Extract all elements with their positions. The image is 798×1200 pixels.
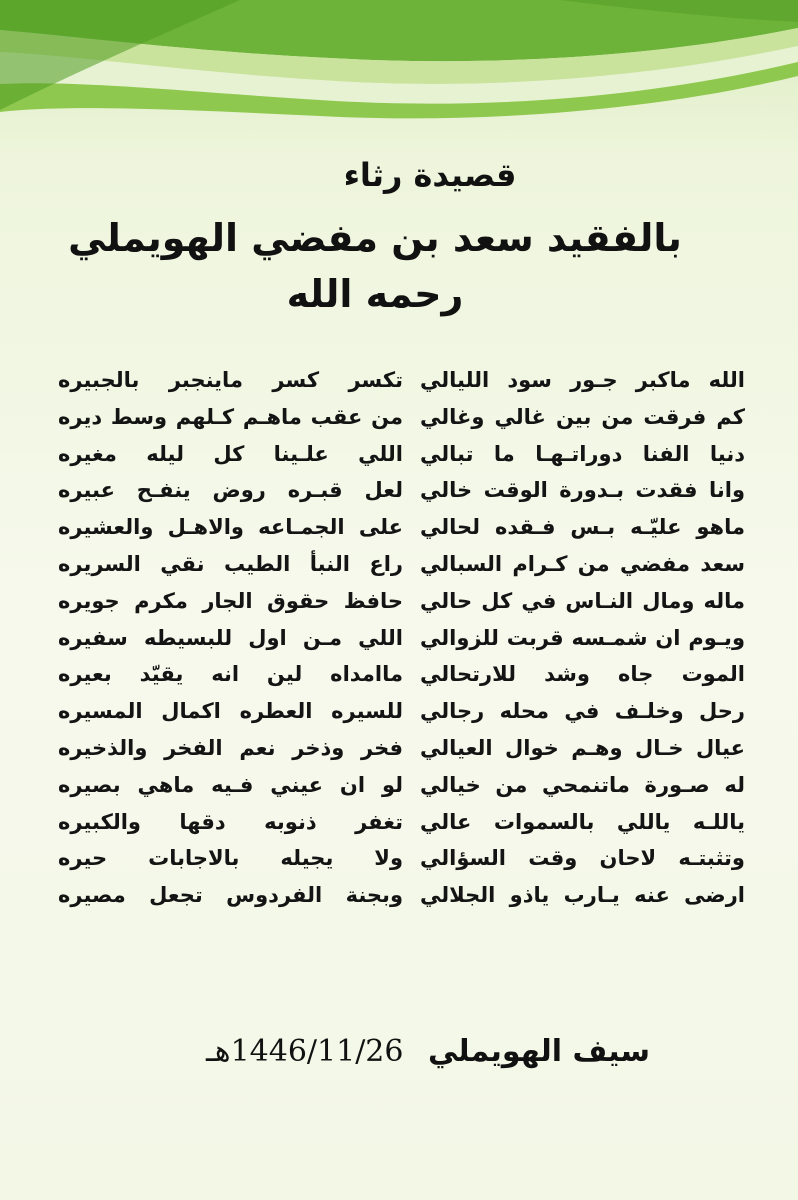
verse-line: دنيا الفنا دوراتـهـا ما تبالي [420,441,745,466]
author-name: سيف الهويملي [427,1034,650,1069]
verse-line: وانا فقدت بـدورة الوقت خالي [420,478,745,503]
verse-line: ياللـه ياللي بالسموات عالي [420,809,745,834]
decorative-green-swoosh-header [0,0,798,150]
poem-left-column [58,362,403,914]
hijri-date: 1446/11/26هـ [205,1034,404,1069]
verse-line: لعل قبـره روض ينفـح عبيره [58,478,403,503]
verse-line: ويـوم ان شمـسه قربت للزوالي [420,625,745,650]
verse-line: رحل وخلـف في محله رجالي [420,699,745,724]
verse-line: تكسر كسر ماينجبر بالجبيره [58,368,403,392]
verse-line: حافظ حقوق الجار مكرم جويره [58,588,403,613]
verse-line: ماله ومال النـاس في كل حالي [420,588,745,613]
poem-title: قصيدة رثاء [343,156,517,194]
verse-line: على الجمـاعه والاهـل والعشيره [58,515,403,540]
signature [205,1030,650,1074]
verse-line: وتثبتـه لاحان وقت السؤالي [420,846,745,871]
verse-line: الله ماكبر جـور سود الليالي [420,368,745,392]
verse-line: عيال خـال وهـم خوال العيالي [420,735,745,760]
verse-line: وبجنة الفردوس تجعل مصيره [58,883,403,908]
verse-line: للسيره العطره اكمال المسيره [58,699,403,724]
poem-subtitle: بالفقيد سعد بن مفضي الهويملي رحمه الله [68,216,682,316]
verse-line: ارضى عنه يـارب ياذو الجلالي [420,883,745,908]
verse-line: له صـورة ماتنمحي من خيالي [420,772,745,797]
verse-line: لو ان عيني فـيه ماهي بصيره [58,772,403,797]
verse-line: كم فرقت من بين غالي وغالي [420,404,745,429]
verse-line: ولا يجيله بالاجابات حيره [58,846,403,871]
verse-line: اللي علـينا كل ليله مغيره [58,441,403,466]
verse-line: اللي مـن اول للبسيطه سفيره [58,625,403,650]
verse-line: راع النبأ الطيب نقي السريره [58,551,403,576]
verse-line: سعد مفضي من كـرام السبالي [420,551,745,576]
verse-line: فخر وذخر نعم الفخر والذخيره [58,735,403,760]
verse-line: ماامداه لين انه يقيّد بعيره [58,662,403,687]
verse-line: الموت جاه وشد للارتحالي [420,662,745,687]
poem-right-column [420,362,745,914]
verse-line: تغفر ذنوبه دقها والكبيره [58,809,403,834]
verse-line: ماهو عليّـه بـس فـقده لحالي [420,515,745,540]
verse-line: من عقب ماهـم كـلهم وسط ديره [58,404,403,429]
